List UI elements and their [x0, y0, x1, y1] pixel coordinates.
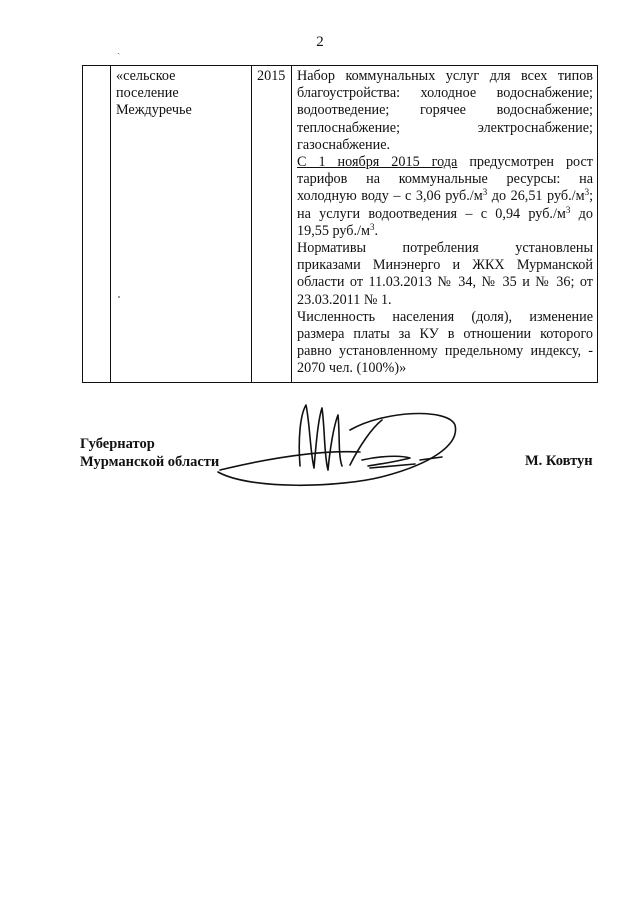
tariff-table	[82, 65, 598, 383]
superscript: 3	[369, 221, 375, 232]
index-cell	[83, 66, 111, 383]
year-cell: 2015	[252, 66, 292, 383]
scan-mark: ˎ	[117, 44, 121, 55]
table-row	[83, 66, 598, 383]
tariff-text: .	[374, 222, 379, 239]
settlement-line: «сельское	[116, 68, 176, 84]
superscript: 3	[565, 204, 571, 215]
services-paragraph: Набор коммунальных услуг для всех типов благоустройства: холодное водоснабжение; водоотведение; горячее водоснабжение; теплоснабжение; электроснабжение; газоснабжение.	[297, 68, 593, 153]
signatory-title-line: Мурманской области	[80, 454, 220, 470]
settlement-cell	[111, 66, 252, 383]
superscript: 3	[584, 187, 590, 198]
tariff-text: ; на услуги водоотведения – с 0,94 руб./м	[297, 188, 594, 222]
population-paragraph: Численность населения (доля), изменение размера платы за КУ в отношении которого равно установленному предельному индексу, - 2070 чел. (100%)»	[297, 308, 593, 377]
tariff-date: С 1 ноября 2015 года	[297, 154, 458, 171]
tariff-text: до 19,55 руб./м	[297, 205, 593, 239]
signatory-title	[80, 435, 219, 471]
page-number: 2	[316, 34, 324, 50]
tariff-text: предусмотрен рост тарифов на коммунальные ресурсы: на холодную воду – с 3,06 руб./м	[297, 154, 593, 205]
tariff-paragraph	[297, 154, 593, 240]
norms-paragraph: Нормативы потребления установлены приказами Минэнерго и ЖКХ Мурманской области от 11.03.2013 № 34, № 35 и № 36; от 23.03.2011 № 1.	[297, 240, 593, 308]
description-cell	[292, 66, 598, 383]
tariff-text: до 26,51 руб./м	[487, 188, 585, 205]
superscript: 3	[482, 187, 488, 198]
signatory-name: М. Ковтун	[525, 453, 593, 469]
signatory-title-line: Губернатор	[80, 436, 155, 452]
settlement-line: Междуречье	[116, 102, 192, 119]
settlement-line: поселение	[116, 85, 179, 102]
handwritten-signature	[210, 400, 470, 500]
